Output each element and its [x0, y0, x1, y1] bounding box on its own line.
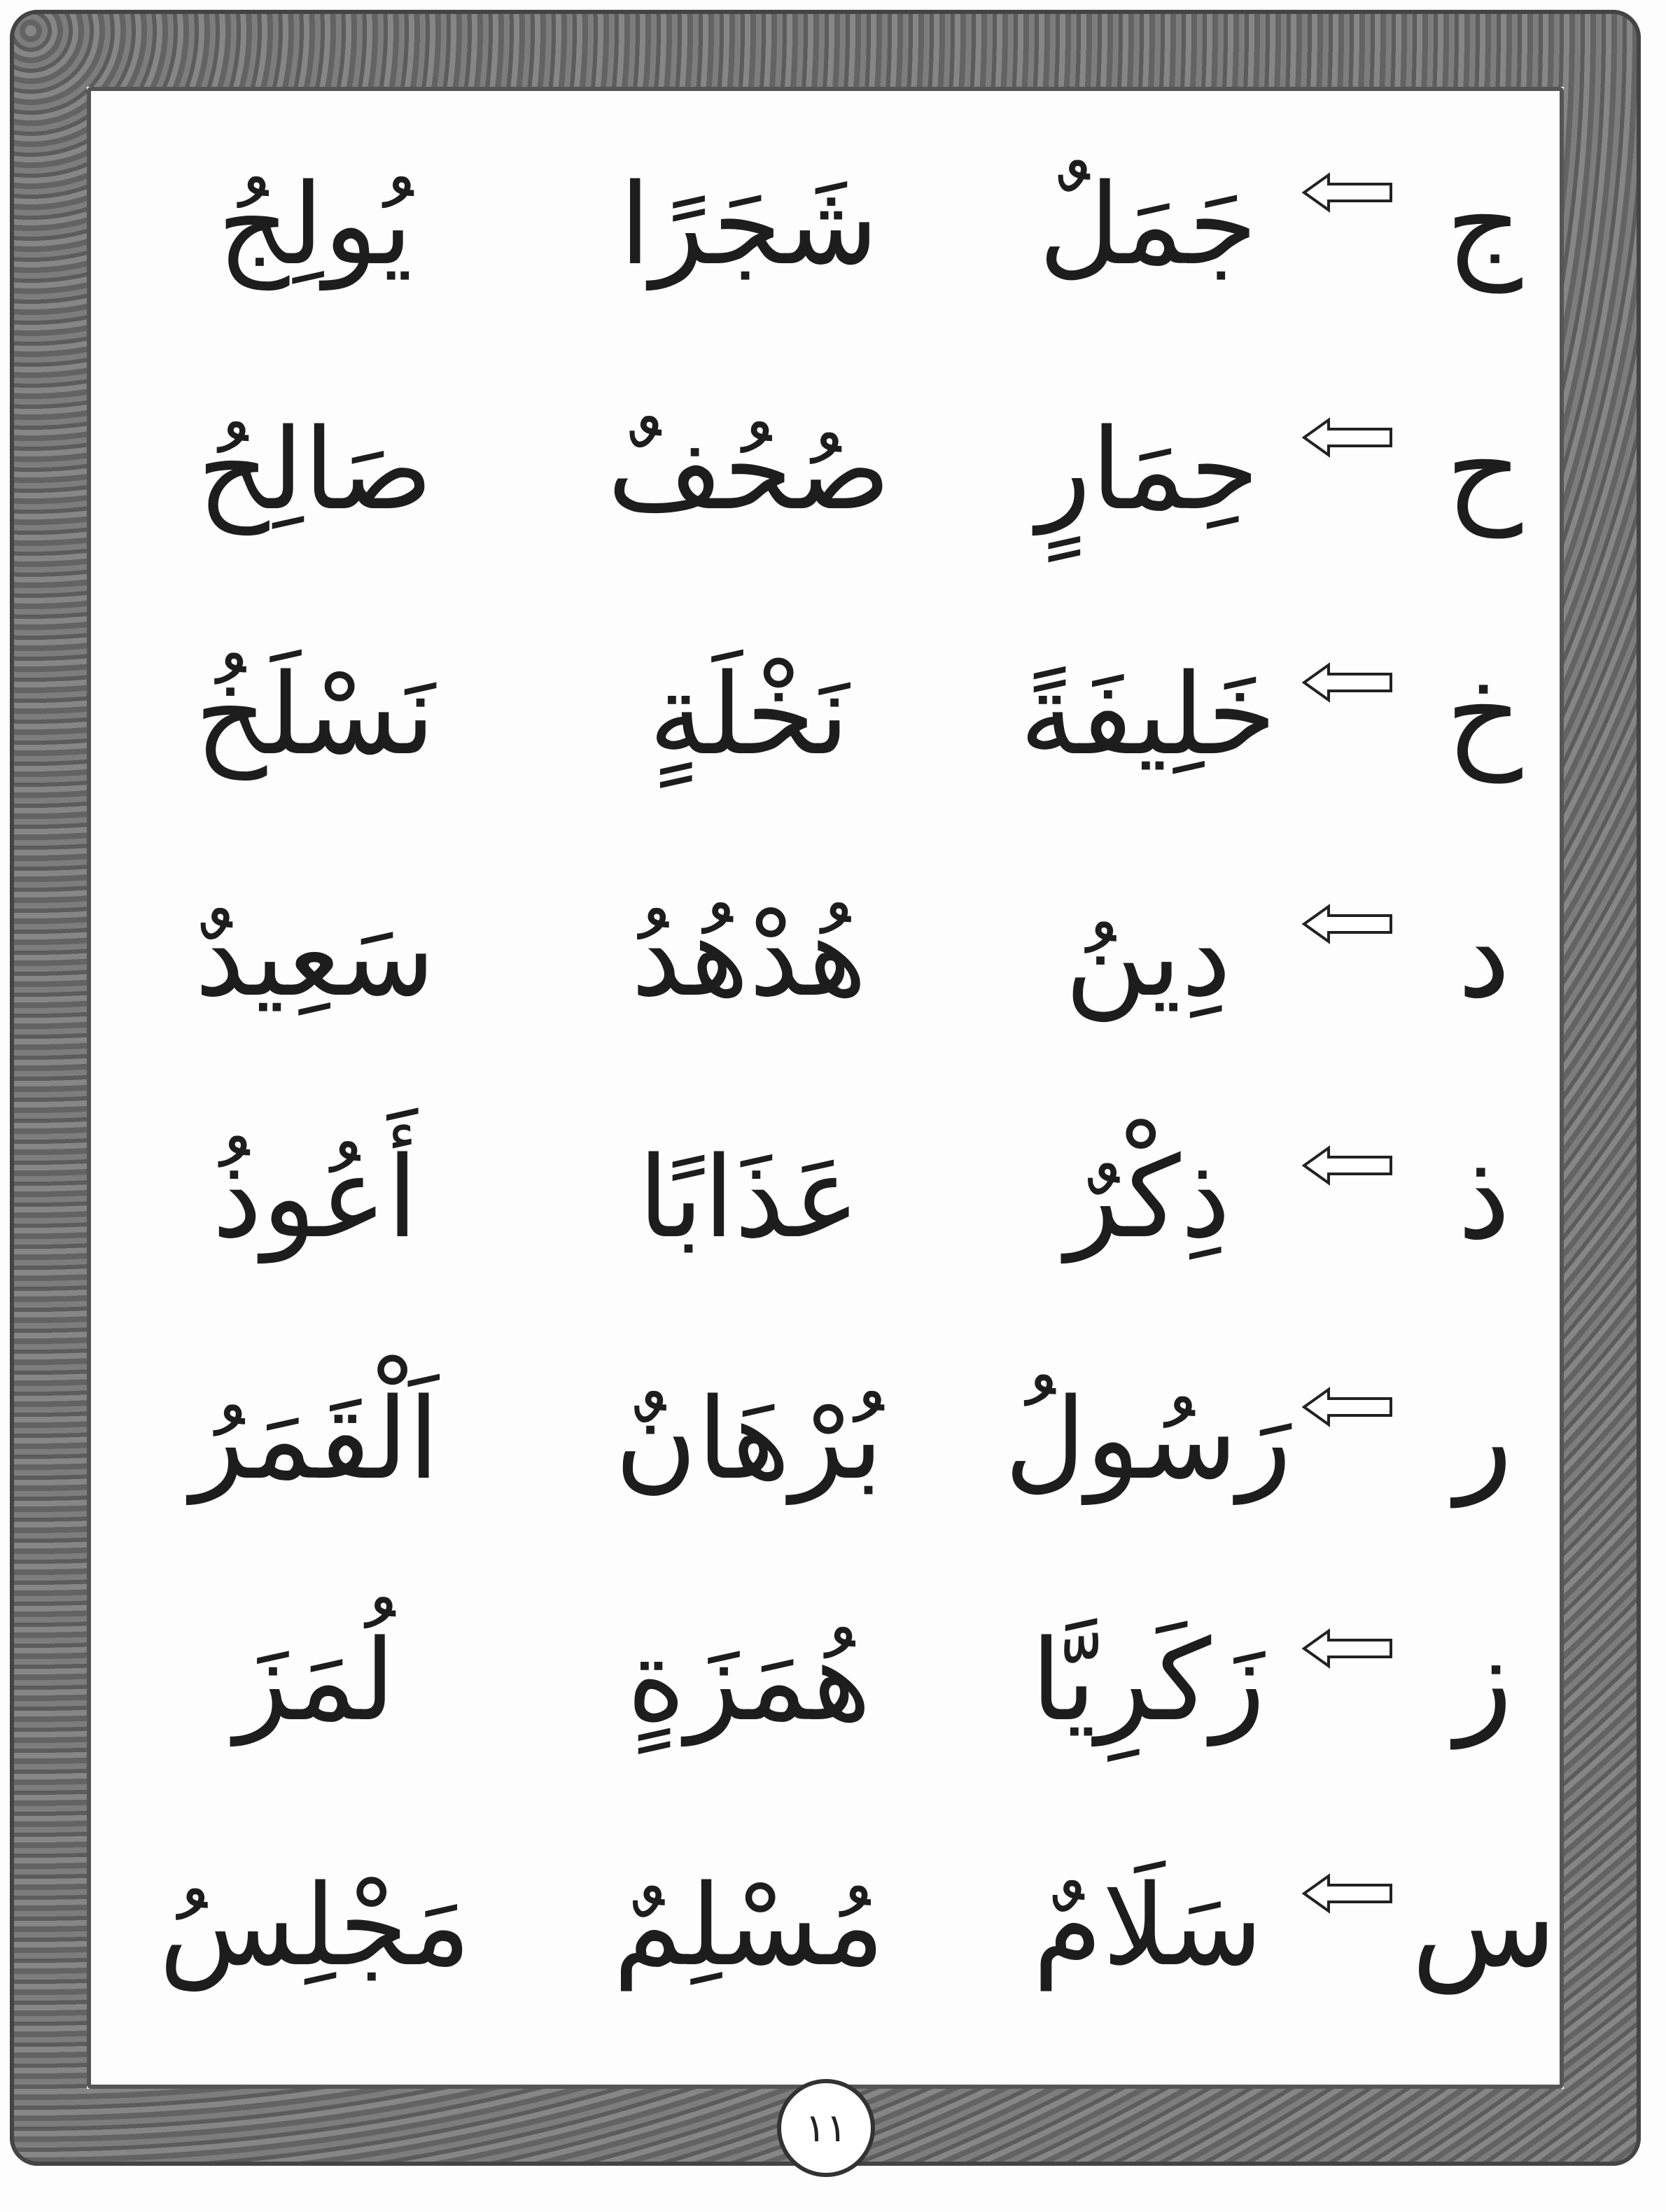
letter-row	[105, 1334, 1561, 1544]
word-start: ذِكْرٌ	[1065, 1131, 1231, 1263]
word-end: صَالِحُ	[197, 403, 433, 535]
letter-row	[105, 119, 1561, 329]
word-start: رَسُولُ	[1004, 1373, 1292, 1504]
word-middle: عَذَابًا	[638, 1131, 860, 1263]
row-letter: د	[1457, 886, 1511, 1025]
word-start: حِمَارٍ	[1037, 403, 1259, 535]
letter-row	[105, 364, 1561, 574]
word-start: خَلِيفَةً	[1019, 648, 1277, 780]
page-number: ١١	[777, 2079, 875, 2177]
word-middle: صُحُفٌ	[607, 403, 891, 535]
word-end: سَعِيدٌ	[195, 890, 435, 1021]
word-middle: نَخْلَةٍ	[648, 648, 850, 780]
letter-rows	[105, 119, 1561, 2079]
row-letter: ز	[1455, 1611, 1513, 1749]
word-end: مَجْلِسُ	[159, 1859, 471, 1991]
letter-row	[105, 609, 1561, 819]
letter-row	[105, 1092, 1561, 1302]
word-end: نَسْلَخُ	[195, 648, 435, 780]
letter-row	[105, 1820, 1561, 2030]
word-middle: هُدْهُدُ	[631, 890, 867, 1021]
row-letter: ج	[1446, 155, 1522, 293]
letter-row	[105, 1575, 1561, 1785]
word-end: يُولِجُ	[217, 158, 413, 290]
word-end: أَعُوذُ	[212, 1131, 418, 1263]
word-start: جَمَلٌ	[1038, 158, 1258, 290]
word-start: سَلَامٌ	[1032, 1859, 1264, 1991]
word-middle: مُسْلِمٌ	[613, 1859, 885, 1991]
row-letter: ر	[1455, 1369, 1513, 1508]
word-start: زَكَرِيَّا	[1030, 1614, 1266, 1746]
word-middle: هُمَزَةٍ	[626, 1614, 872, 1746]
row-letter: ح	[1446, 400, 1522, 538]
word-middle: بُرْهَانٌ	[615, 1373, 883, 1504]
row-letter: خ	[1446, 645, 1522, 783]
row-letter: ذ	[1457, 1128, 1511, 1266]
word-start: دِينُ	[1065, 890, 1231, 1021]
word-end: لُمَزَ	[234, 1614, 396, 1746]
word-middle: شَجَرًا	[619, 158, 879, 290]
word-end: اَلْقَمَرُ	[190, 1373, 440, 1504]
row-letter: س	[1411, 1856, 1557, 1994]
letter-row	[105, 850, 1561, 1060]
